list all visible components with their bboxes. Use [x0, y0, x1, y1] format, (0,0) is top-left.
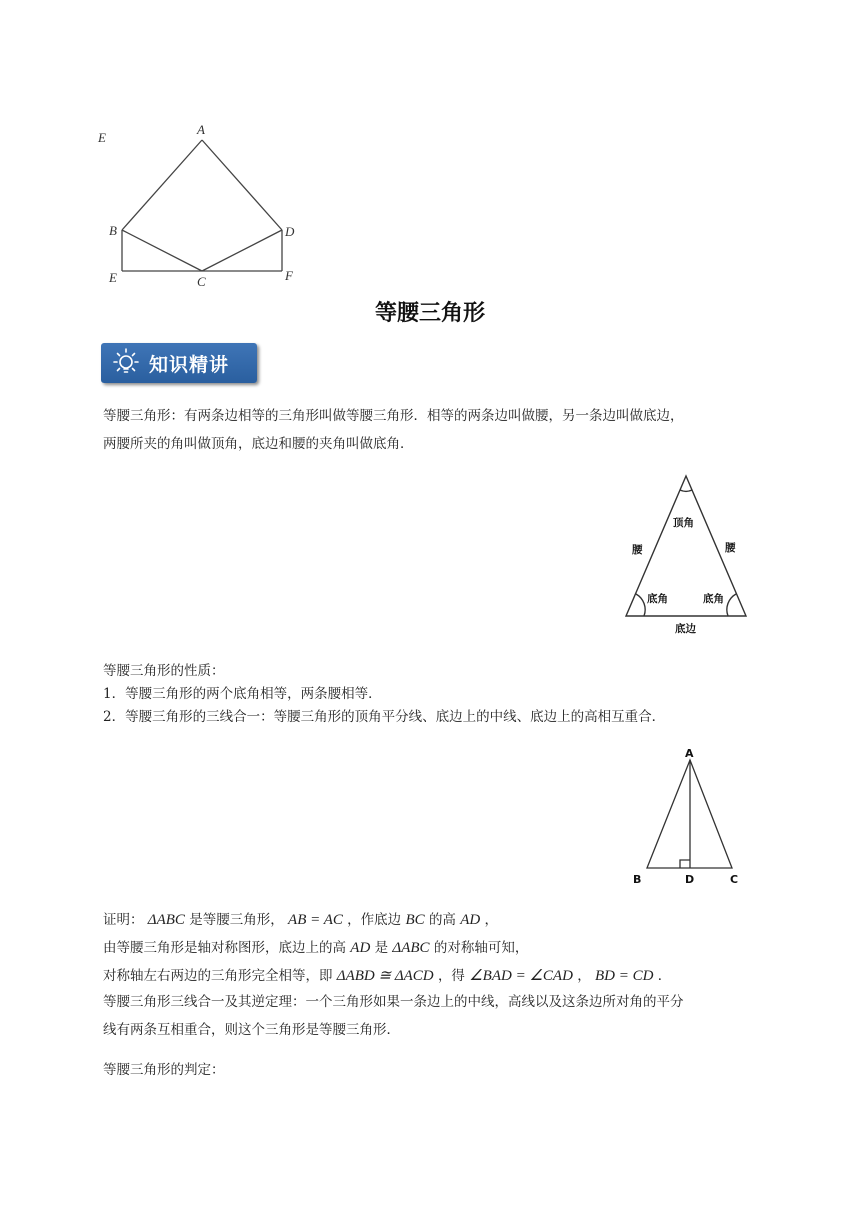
- right-base-angle-label: 底角: [703, 593, 724, 605]
- proof-text: 是等腰三角形，: [189, 912, 284, 928]
- judgement-heading: 等腰三角形的判定：: [103, 1062, 225, 1078]
- apex-angle-label: 顶角: [673, 517, 694, 529]
- left-leg-label: 腰: [632, 544, 643, 556]
- converse-line-2: 线有两条互相重合，则这个三角形是等腰三角形．: [103, 1022, 400, 1038]
- label-f: F: [285, 268, 293, 283]
- math-expression: AB = AC: [288, 912, 343, 928]
- label-d: D: [285, 224, 295, 239]
- definition-paragraph: [103, 402, 763, 458]
- proof-line-1: [103, 906, 763, 934]
- proof-text: 证明：: [103, 912, 144, 928]
- proof-text: 对称轴左右两边的三角形完全相等，即: [103, 968, 337, 984]
- proof-text: 的对称轴可知，: [433, 940, 529, 956]
- converse-paragraph: [103, 988, 763, 1044]
- fig3-label-c: C: [730, 873, 739, 886]
- proof-text: ．: [657, 968, 672, 984]
- proof-text: ，作底边: [347, 912, 406, 928]
- banner-label: 知识精讲: [149, 353, 230, 376]
- definition-line-2: 两腰所夹的角叫做顶角，底边和腰的夹角叫做底角．: [103, 436, 414, 452]
- converse-line-1: 等腰三角形三线合一及其逆定理：一个三角形如果一条边上的中线，高线以及这条边所对角的平分: [103, 994, 684, 1010]
- proof-text: 是: [374, 940, 393, 956]
- property-item-2: 2．等腰三角形的三线合一：等腰三角形的顶角平分线、底边上的中线、底边上的高相互重合．: [103, 709, 666, 725]
- proof-text: ，得: [437, 968, 470, 984]
- isosceles-parts-figure: [616, 466, 756, 644]
- label-e: E: [109, 270, 117, 285]
- proof-text: 由等腰三角形是轴对称图形，底边上的高: [103, 940, 351, 956]
- left-base-angle-label: 底角: [647, 593, 668, 605]
- lightbulb-icon: [109, 346, 143, 380]
- property-item-1: 1．等腰三角形的两个底角相等，两条腰相等．: [103, 686, 382, 702]
- properties-section: [103, 660, 763, 729]
- stray-mark: E: [98, 130, 106, 145]
- geometry-figure-abcdef: [96, 118, 306, 293]
- math-expression: BC: [405, 912, 425, 928]
- label-c: C: [197, 274, 206, 289]
- fig3-label-d: D: [685, 873, 695, 886]
- math-expression: AD: [350, 940, 371, 956]
- page-title: 等腰三角形: [374, 301, 485, 326]
- math-expression: ΔABC: [147, 912, 185, 928]
- proof-text: ，: [577, 968, 591, 984]
- proof-line-3: [103, 962, 763, 990]
- math-expression: ΔABC: [392, 940, 430, 956]
- right-leg-label: 腰: [725, 542, 736, 554]
- proof-text: ，: [484, 912, 499, 928]
- base-label: 底边: [675, 623, 696, 635]
- proof-line-2: [103, 934, 763, 962]
- math-expression: BD = CD: [595, 968, 654, 984]
- math-expression: ∠BAD = ∠CAD: [469, 968, 573, 984]
- fig3-label-a: A: [685, 747, 694, 760]
- altitude-figure: [626, 744, 756, 890]
- math-expression: ΔABD ≅ ΔACD: [336, 968, 434, 984]
- label-a: A: [197, 122, 205, 137]
- properties-heading: 等腰三角形的性质：: [103, 663, 225, 679]
- proof-section: [103, 906, 763, 990]
- math-expression: AD: [460, 912, 481, 928]
- section-banner: [101, 343, 257, 383]
- proof-text: 的高: [428, 912, 461, 928]
- label-b: B: [109, 223, 117, 238]
- fig3-label-b: B: [633, 873, 642, 886]
- definition-line-1: 等腰三角形：有两条边相等的三角形叫做等腰三角形．相等的两条边叫做腰，另一条边叫做底边，: [103, 408, 684, 424]
